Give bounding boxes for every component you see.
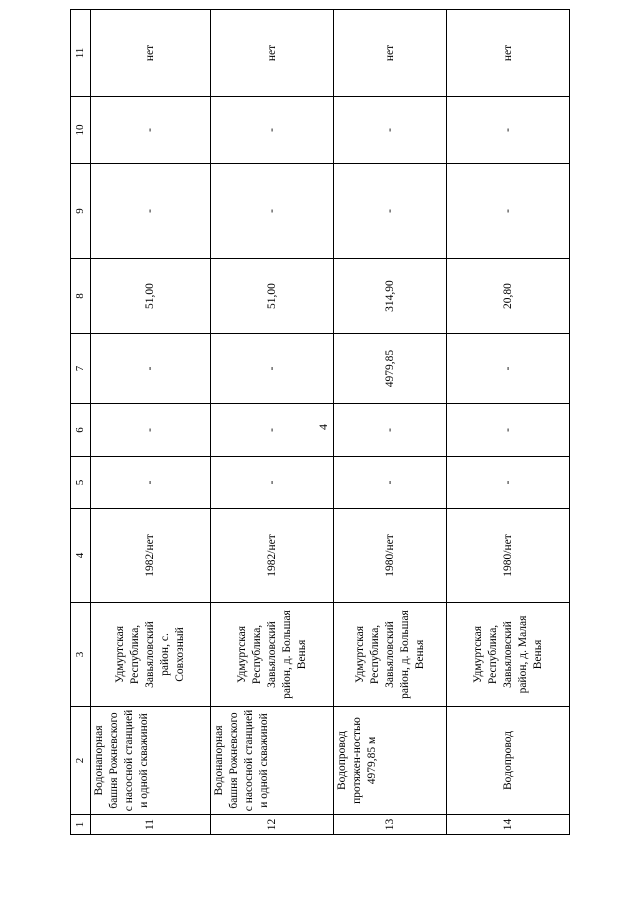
table-row [334,10,447,835]
cell-5: - [91,457,211,509]
cell-10: - [91,97,211,164]
page-number: 4 [316,424,330,430]
header-cell: 11 [71,10,91,97]
cell-9: - [91,164,211,259]
row-number: 13 [334,815,447,835]
cell-7: - [91,334,211,404]
object-address: Удмуртская Республика, Завьяловский район, д. Большая Венья [334,603,447,707]
cell-7: 4979,85 [334,334,447,404]
cell-9: - [211,164,334,259]
table-row [211,10,334,835]
cell-7: - [447,334,570,404]
header-cell: 8 [71,259,91,334]
header-cell: 2 [71,707,91,815]
cell-5: - [334,457,447,509]
cell-11: нет [447,10,570,97]
cell-10: - [334,97,447,164]
cell-8: 51,00 [211,259,334,334]
cell-11: нет [211,10,334,97]
header-cell: 5 [71,457,91,509]
object-year: 1982/нет [91,509,211,603]
object-address: Удмуртская Республика, Завьяловский район, с. Совхозный [91,603,211,707]
object-year: 1982/нет [211,509,334,603]
cell-11: нет [91,10,211,97]
cell-8: 314,90 [334,259,447,334]
object-name: Водонапорная башня Рожневского с насосной станцией и одной скважиной [91,707,211,815]
row-number: 11 [91,815,211,835]
cell-9: - [334,164,447,259]
property-table [70,9,570,835]
object-address: Удмуртская Республика, Завьяловский район, д. Малая Венья [447,603,570,707]
rotated-table-container [70,10,569,835]
cell-6: - [447,404,570,457]
object-name: Водопровод протяжен-ностью 4979,85 м [334,707,447,815]
cell-6: - [334,404,447,457]
cell-5: - [447,457,570,509]
table-row [91,10,211,835]
header-cell: 4 [71,509,91,603]
row-number: 14 [447,815,570,835]
header-cell: 7 [71,334,91,404]
object-name: Водонапорная башня Рожневского с насосной станцией и одной скважиной [211,707,334,815]
cell-11: нет [334,10,447,97]
cell-8: 51,00 [91,259,211,334]
cell-5: - [211,457,334,509]
header-cell: 9 [71,164,91,259]
header-cell: 10 [71,97,91,164]
cell-7: - [211,334,334,404]
cell-6: - [211,404,334,457]
header-cell: 6 [71,404,91,457]
header-cell: 1 [71,815,91,835]
object-year: 1980/нет [447,509,570,603]
header-cell: 3 [71,603,91,707]
cell-10: - [447,97,570,164]
object-address: Удмуртская Республика, Завьяловский район, д. Большая Венья [211,603,334,707]
object-year: 1980/нет [334,509,447,603]
object-name: Водопровод [447,707,570,815]
header-row [71,10,91,835]
cell-9: - [447,164,570,259]
table-row [447,10,570,835]
cell-8: 20,80 [447,259,570,334]
row-number: 12 [211,815,334,835]
cell-6: - [91,404,211,457]
cell-10: - [211,97,334,164]
